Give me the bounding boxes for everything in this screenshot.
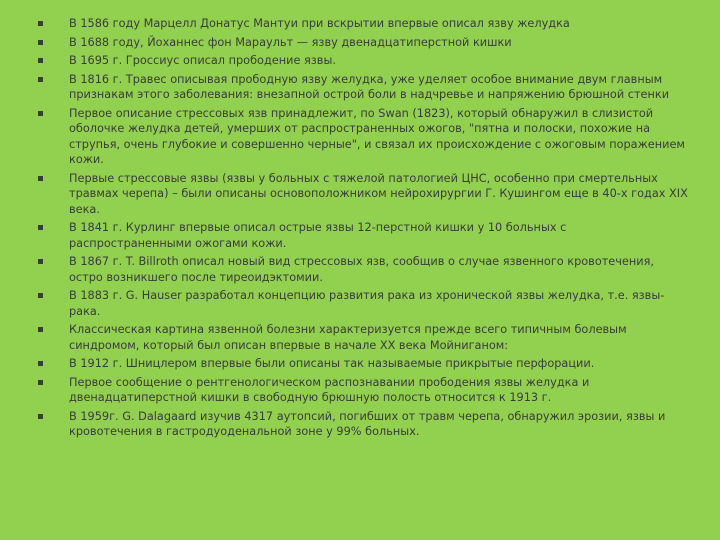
square-bullet-icon (38, 361, 43, 366)
bullet-item (38, 356, 688, 372)
bullet-item (38, 322, 688, 353)
square-bullet-icon (38, 21, 43, 26)
square-bullet-icon (38, 77, 43, 82)
bullet-item (38, 16, 688, 32)
bullet-text: Первое сообщение о рентгенологическом распознавании прободения язвы желудка и двенадцатиперстной кишки в свободную брюшную полость относится к 1913 г. (69, 375, 590, 404)
bullet-text: Классическая картина язвенной болезни характеризуется прежде всего типичным болевым синдромом, который был описан впервые в начале XX века Мойниганом: (69, 323, 627, 352)
bullet-text: В 1841 г. Курлинг впервые описал острые язвы 12-перстной кишки у 10 больных с распространенными ожогами кожи. (69, 221, 567, 250)
bullet-item (38, 375, 688, 406)
square-bullet-icon (38, 176, 43, 181)
bullet-text: В 1586 году Марцелл Донатус Мантуи при вскрытии впервые описал язву желудка (69, 17, 570, 30)
square-bullet-icon (38, 327, 43, 332)
square-bullet-icon (38, 40, 43, 45)
bullet-list (38, 16, 688, 443)
bullet-item (38, 220, 688, 251)
bullet-item (38, 254, 688, 285)
square-bullet-icon (38, 293, 43, 298)
square-bullet-icon (38, 111, 43, 116)
bullet-item (38, 106, 688, 168)
square-bullet-icon (38, 414, 43, 419)
square-bullet-icon (38, 225, 43, 230)
bullet-item (38, 53, 688, 69)
bullet-item (38, 288, 688, 319)
bullet-text: В 1695 г. Гроссиус описал прободение язвы. (69, 54, 336, 67)
bullet-item (38, 171, 688, 218)
bullet-text: В 1883 г. G. Hauser разработал концепцию развития рака из хронической язвы желудка, т.е. язвы-рака. (69, 289, 665, 318)
square-bullet-icon (38, 58, 43, 63)
bullet-text: В 1688 году, Йоханнес фон Мараульт — язву двенадцатиперстной кишки (69, 35, 512, 49)
bullet-item (38, 409, 688, 440)
square-bullet-icon (38, 259, 43, 264)
bullet-text: В 1816 г. Травес описывая прободную язву желудка, уже уделяет особое внимание двум главным признакам этого заболевания: внезапной острой боли в надчревье и напряжению брюшной стенки (69, 72, 670, 101)
bullet-text: В 1867 г. T. Billroth описал новый вид стрессовых язв, сообщив о случае язвенного кровотечения, остро возникшего после тиреоидэктомии. (69, 255, 654, 284)
bullet-text: Первое описание стрессовых язв принадлежит, по Swan (1823), который обнаружил в слизистой оболочке желудка детей, умерших от распространенных ожогов, "пятна и полоски, похожие на струпья, очень глубокие и совершенно черные", и связал их происхождение с ожоговым поражением кожи. (69, 106, 685, 166)
square-bullet-icon (38, 380, 43, 385)
bullet-text: В 1959г. G. Dalagaard изучив 4317 аутопсий, погибших от травм черепа, обнаружил эрозии, язвы и кровотечения в гастродуоденальной зоне у 99% больных. (69, 409, 666, 438)
bullet-item (38, 35, 688, 51)
bullet-text: В 1912 г. Шницлером впервые были описаны так называемые прикрытые перфорации. (69, 357, 595, 370)
bullet-text: Первые стрессовые язвы (язвы у больных с тяжелой патологией ЦНС, особенно при смертельных травмах черепа) – были описаны основоположником нейрохирургии Г. Кушингом еще в 40-х годах XIX века. (69, 171, 688, 216)
bullet-item (38, 72, 688, 103)
